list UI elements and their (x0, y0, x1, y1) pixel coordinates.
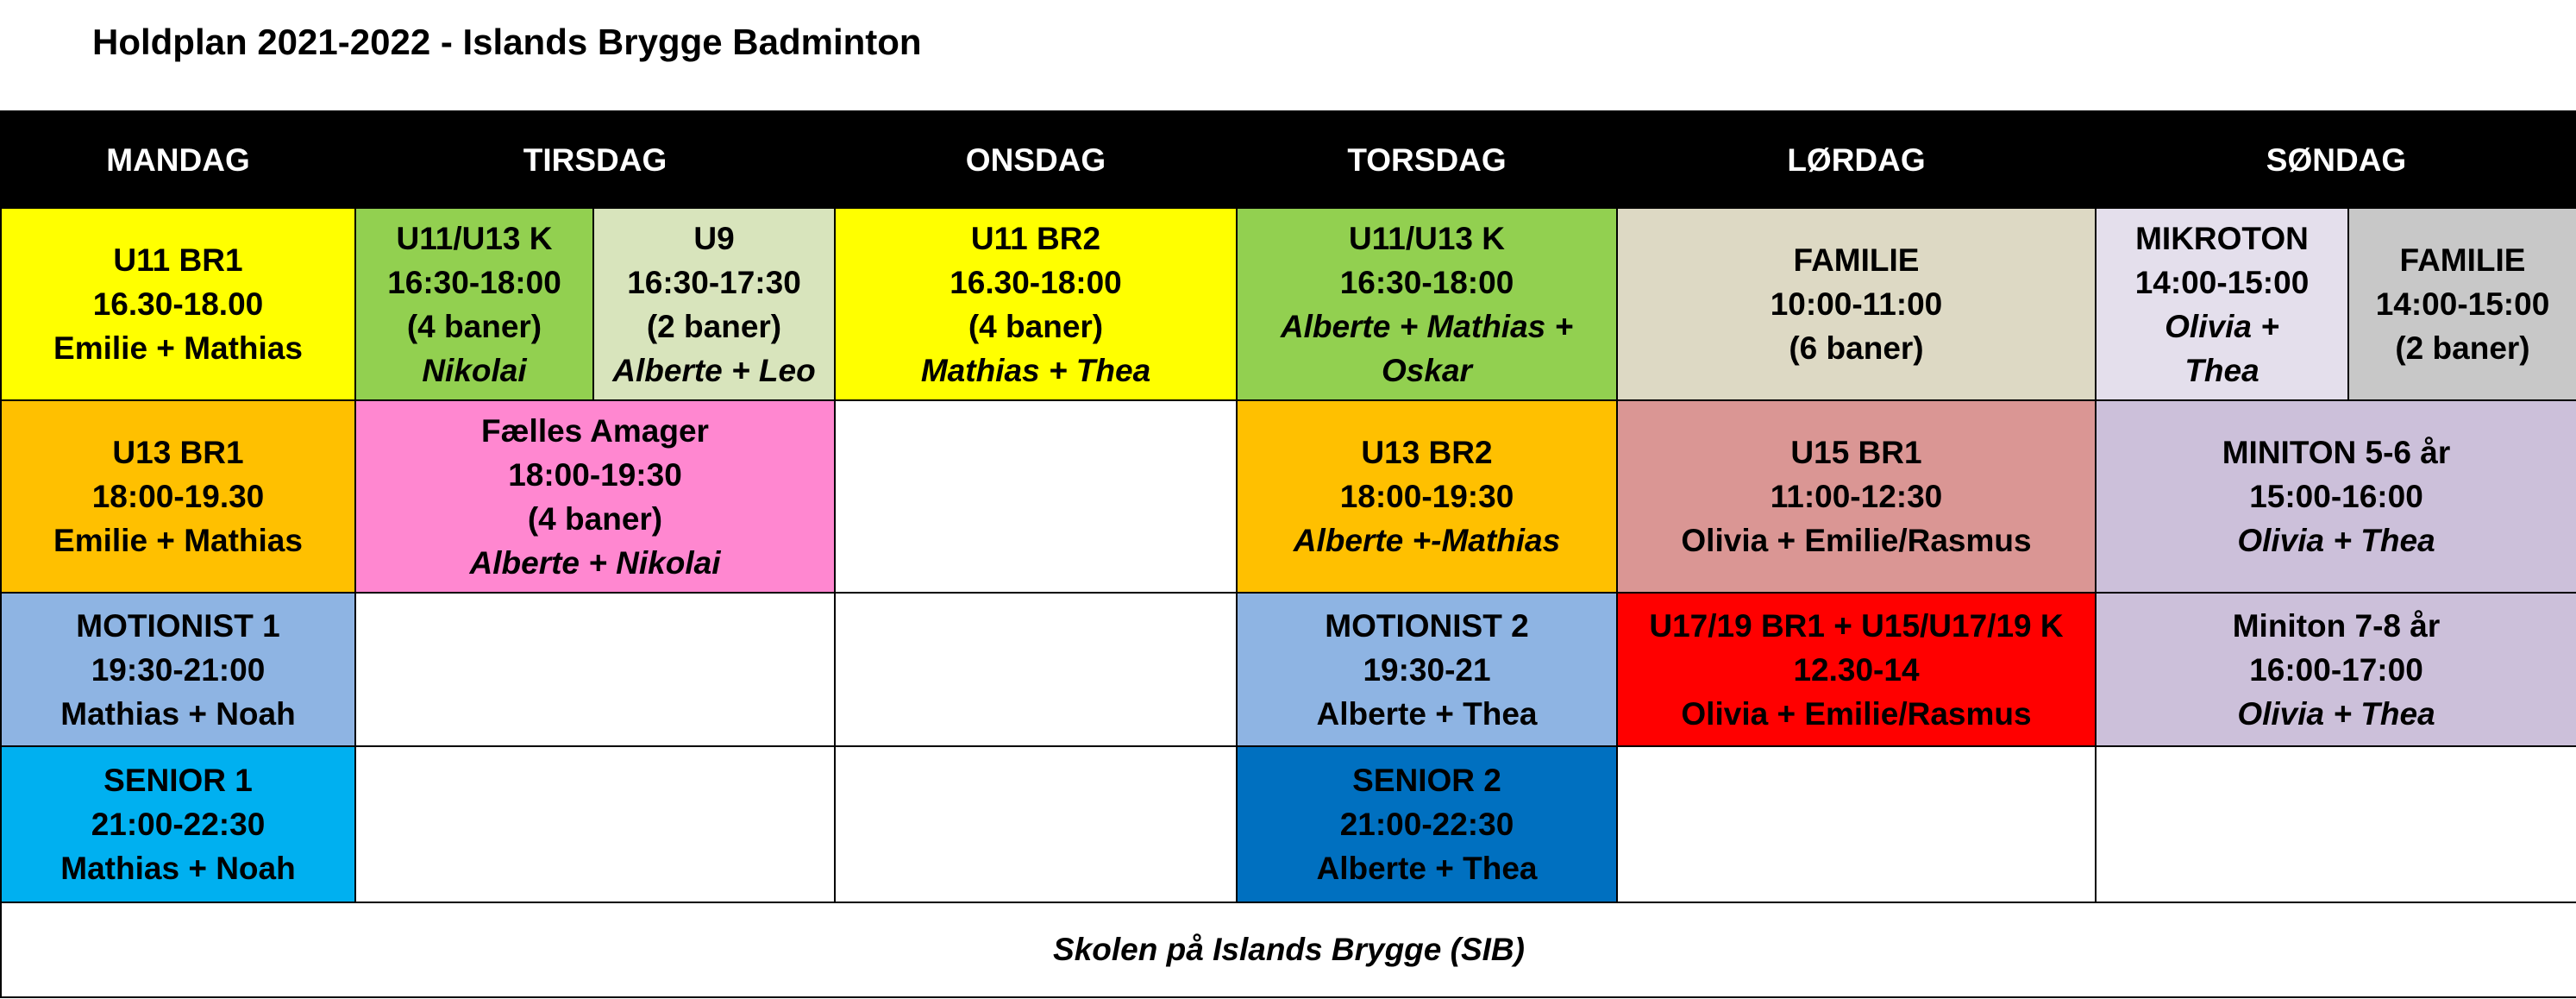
session-time: 21:00-22:30 (91, 807, 266, 842)
session-time: 16.30-18:00 (950, 264, 1122, 300)
session-team: FAMILIE (1793, 242, 1920, 279)
empty-cell (835, 400, 1237, 593)
session-team: U13 BR1 (112, 435, 244, 471)
session-courts: (2 baner) (646, 308, 782, 344)
session-tirsdag-u11-u13-k (355, 208, 593, 400)
session-team: SENIOR 2 (1352, 763, 1501, 798)
session-courts: (4 baner) (406, 308, 542, 344)
schedule-row (1, 208, 2576, 400)
session-courts: (2 baner) (2395, 330, 2530, 367)
page-title: Holdplan 2021-2022 - Islands Brygge Badminton (92, 22, 922, 62)
session-sondag-mikroton (2096, 208, 2348, 400)
session-mandag-senior-1 (1, 746, 355, 902)
session-sondag-familie (2348, 208, 2576, 400)
day-header-lordag: LØRDAG (1617, 111, 2096, 208)
empty-cell (2096, 746, 2576, 902)
session-coaches: Emilie + Mathias (53, 523, 303, 559)
session-team: U11 BR2 (970, 220, 1101, 256)
session-time: 10:00-11:00 (1770, 286, 1943, 323)
session-time: 16:00-17:00 (2249, 651, 2423, 688)
session-coaches-cont: Thea (2184, 352, 2259, 388)
session-time: 16:30-17:30 (627, 264, 801, 300)
session-courts: (6 baner) (1789, 330, 1924, 367)
session-time: 18:00-19:30 (1339, 479, 1514, 515)
session-team: Fælles Amager (481, 412, 709, 449)
session-coaches-cont: Oskar (1382, 352, 1472, 388)
session-coaches: Olivia + Thea (2237, 695, 2435, 732)
session-team: U11 BR1 (113, 242, 243, 279)
session-time: 18:00-19.30 (91, 479, 265, 515)
session-sondag-miniton-7-8 (2096, 593, 2576, 746)
session-coaches: Nikolai (422, 352, 527, 388)
session-coaches: Alberte +-Mathias (1293, 523, 1561, 559)
session-team: U11/U13 K (396, 220, 553, 256)
session-time: 18:00-19:30 (508, 456, 682, 493)
empty-cell (835, 593, 1237, 746)
session-courts: (4 baner) (968, 308, 1104, 344)
session-team: MINITON 5-6 år (2222, 435, 2451, 471)
footer-row (1, 902, 2576, 997)
session-coaches: Olivia + (2165, 308, 2279, 344)
session-coaches: Alberte + Thea (1316, 695, 1538, 732)
session-team: U15 BR1 (1790, 435, 1922, 471)
session-time: 19:30-21 (1363, 651, 1491, 688)
session-tirsdag-u9 (593, 208, 835, 400)
schedule-row (1, 593, 2576, 746)
session-coaches: Olivia + Emilie/Rasmus (1681, 523, 2032, 559)
session-time: 15:00-16:00 (2249, 479, 2423, 515)
day-header-torsdag: TORSDAG (1237, 111, 1617, 208)
session-team: U13 BR2 (1361, 435, 1493, 471)
session-torsdag-u13-br2 (1237, 400, 1617, 593)
session-coaches: Alberte + Leo (612, 352, 816, 388)
session-coaches: Mathias + Noah (60, 695, 296, 732)
venue-footer: Skolen på Islands Brygge (SIB) (1, 902, 2576, 997)
session-sondag-miniton-5-6 (2096, 400, 2576, 593)
session-coaches: Alberte + Mathias + (1280, 308, 1574, 344)
session-team: U17/19 BR1 + U15/U17/19 K (1649, 607, 2064, 644)
session-team: MIKROTON (2135, 220, 2309, 256)
day-header-sondag: SØNDAG (2096, 111, 2576, 208)
session-time: 11:00-12:30 (1770, 479, 1943, 515)
empty-cell (355, 746, 835, 902)
session-coaches: Emilie + Mathias (53, 330, 303, 367)
session-time: 14:00-15:00 (2134, 264, 2310, 300)
session-time: 16.30-18.00 (92, 286, 264, 323)
session-time: 12.30-14 (1793, 651, 1920, 688)
session-lordag-u17-19 (1617, 593, 2096, 746)
day-header-onsdag: ONSDAG (835, 111, 1237, 208)
session-team: MOTIONIST 1 (76, 607, 280, 644)
session-torsdag-senior-2 (1237, 746, 1617, 902)
session-mandag-u11-br1 (1, 208, 355, 400)
schedule-table (0, 110, 2576, 998)
session-team: Miniton 7-8 år (2232, 607, 2441, 644)
session-lordag-u15-br1 (1617, 400, 2096, 593)
session-onsdag-u11-br2 (835, 208, 1237, 400)
session-mandag-motionist-1 (1, 593, 355, 746)
session-team: MOTIONIST 2 (1325, 607, 1529, 644)
empty-cell (835, 746, 1237, 902)
session-coaches: Alberte + Thea (1316, 851, 1538, 886)
session-time: 21:00-22:30 (1339, 807, 1514, 842)
empty-cell (1617, 746, 2096, 902)
session-mandag-u13-br1 (1, 400, 355, 593)
day-header-tirsdag: TIRSDAG (355, 111, 835, 208)
session-torsdag-u11-u13-k (1237, 208, 1617, 400)
session-tirsdag-faelles-amager (355, 400, 835, 593)
session-courts: (4 baner) (527, 500, 663, 537)
session-coaches: Alberte + Nikolai (469, 544, 721, 581)
session-time: 14:00-15:00 (2375, 286, 2550, 323)
session-team: U11/U13 K (1349, 220, 1505, 256)
session-coaches: Olivia + Thea (2237, 523, 2435, 559)
session-lordag-familie (1617, 208, 2096, 400)
session-time: 16:30-18:00 (1339, 264, 1514, 300)
session-time: 16:30-18:00 (387, 264, 561, 300)
session-team: U9 (693, 220, 735, 256)
schedule-row (1, 400, 2576, 593)
header-row (1, 111, 2576, 208)
schedule-row (1, 746, 2576, 902)
session-coaches: Mathias + Thea (920, 352, 1151, 388)
session-team: SENIOR 1 (103, 763, 253, 798)
empty-cell (355, 593, 835, 746)
session-team: FAMILIE (2399, 242, 2526, 279)
session-coaches: Olivia + Emilie/Rasmus (1681, 695, 2032, 732)
day-header-mandag: MANDAG (1, 111, 355, 208)
session-torsdag-motionist-2 (1237, 593, 1617, 746)
session-time: 19:30-21:00 (91, 651, 266, 688)
session-coaches: Mathias + Noah (60, 851, 296, 886)
